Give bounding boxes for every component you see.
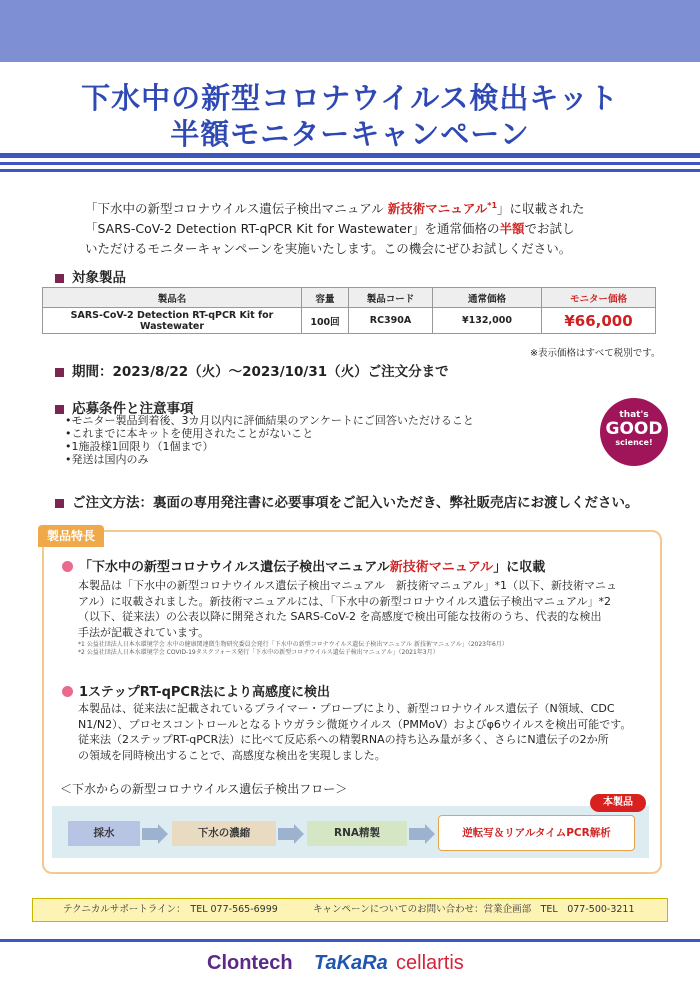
badge-text: GOOD: [605, 419, 663, 439]
flow-step-concentration: 下水の濃縮: [172, 821, 276, 846]
intro-text: でお試し: [524, 221, 575, 237]
footnote: *1 公益社団法人日本水環境学会 水中の健康関連微生物研究委員会発行「下水中の新型コロナウイルス遺伝子検出マニュアル 新技術マニュアル」（2023年6月）: [78, 641, 508, 648]
badge-text: science!: [615, 438, 653, 447]
feature1-footnotes: [78, 641, 648, 657]
footer-divider: [0, 939, 700, 942]
badge-text: that's: [619, 410, 649, 420]
order-method-line: ご注文方法：裏面の専用発注書に必要事項をご記入いただき、弊社販売店にお渡しください。: [55, 491, 638, 511]
code-cell: RC390A: [349, 308, 433, 334]
monitor-price-cell: ¥66,000: [542, 308, 656, 334]
feature1-heading: 「下水中の新型コロナウイルス遺伝子検出マニュアル新技術マニュアル」に収載: [62, 556, 545, 575]
body-line: 手法が記載されています。: [78, 625, 210, 639]
good-science-badge: [600, 398, 668, 466]
campaign-contact-line: キャンペーンについてのお問い合わせ：営業企画部 TEL 077-500-3211: [313, 904, 635, 915]
this-product-badge: 本製品: [590, 794, 646, 812]
conditions-list: [65, 414, 474, 466]
section-bullet-icon: [55, 368, 64, 377]
support-line: テクニカルサポートライン： TEL 077-565-6999: [63, 904, 278, 915]
section-bullet-icon: [55, 499, 64, 508]
header-band: [0, 0, 700, 62]
title-divider-2: [0, 162, 700, 165]
page-title-line1: 下水中の新型コロナウイルス検出キット: [81, 81, 619, 115]
intro-text: 「SARS-CoV-2 Detection RT-qPCR Kit for Wastewater」を通常価格の: [85, 221, 500, 237]
feature1-body: [78, 578, 648, 640]
product-name-cell: SARS-CoV-2 Detection RT-qPCR Kit for Wastewater: [43, 308, 302, 334]
body-line: N1/N2）、プロセスコントロールとなるトウガラシ微斑ウイルス（PMMoV）およびφ6ウイルスを検出可能です。: [78, 717, 632, 731]
intro-text: 「下水中の新型コロナウイルス遺伝子検出マニュアル: [85, 201, 384, 217]
tax-note: ※表示価格はすべて税別です。: [530, 348, 661, 359]
footnote: *2 公益社団法人日本水環境学会 COVID-19タスクフォース発行「下水中の新型コロナウイルス遺伝子検出マニュアル」（2021年3月）: [78, 649, 439, 656]
flow-step-rna-purification: RNA精製: [307, 821, 407, 846]
intro-highlight: 新技術マニュアル: [387, 201, 488, 217]
table-row: [43, 308, 656, 334]
column-header: 通常価格: [433, 288, 542, 308]
section-bullet-icon: [55, 405, 64, 414]
list-item: •発送は国内のみ: [65, 453, 149, 466]
list-item: •これまでに本キットを使用されたことがないこと: [65, 427, 314, 440]
product-table: [42, 287, 656, 334]
body-line: 従来法（2ステップRT-qPCR法）に比べて反応系への精製RNAの持ち込み量が多く、さらにN遺伝子の2か所: [78, 733, 609, 746]
title-divider-1: [0, 153, 700, 158]
flow-arrow-icon: [142, 824, 170, 844]
section-bullet-icon: [55, 274, 64, 283]
page-title-line2: 半額モニターキャンペーン: [170, 117, 530, 151]
body-line: の領域を同時検出することで、高感度な検出を実現しました。: [78, 748, 386, 762]
flow-arrow-icon: [278, 824, 306, 844]
table-header-row: [43, 288, 656, 308]
flow-step-rt-pcr: 逆転写＆リアルタイムPCR解析: [438, 815, 635, 851]
column-header: 容量: [302, 288, 349, 308]
products-heading: 対象製品: [55, 266, 126, 286]
intro-text: 」に収載された: [497, 201, 585, 217]
body-line: 本製品は、従来法に記載されているプライマー・プローブにより、新型コロナウイルス遺伝子（N領域、CDC: [78, 702, 615, 715]
contact-bar: [32, 898, 668, 922]
volume-cell: 100回: [302, 308, 349, 334]
pink-bullet-icon: [62, 686, 73, 697]
list-item: •モニター製品到着後、3カ月以内に評価結果のアンケートにご回答いただけること: [65, 414, 474, 427]
column-header: 製品名: [43, 288, 302, 308]
flow-arrow-icon: [409, 824, 437, 844]
flow-step-sampling: 採水: [68, 821, 140, 846]
column-header: モニター価格: [542, 288, 656, 308]
intro-text: いただけるモニターキャンペーンを実施いたします。この機会にぜひお試しください。: [85, 241, 572, 257]
column-header: 製品コード: [349, 288, 433, 308]
intro-paragraph: [85, 196, 645, 259]
features-tab: 製品特長: [38, 525, 104, 547]
cellartis-logo: cellartis: [396, 952, 464, 974]
price-cell: ¥132,000: [433, 308, 542, 334]
flow-title: ＜下水からの新型コロナウイルス遺伝子検出フロー＞: [60, 782, 348, 796]
period-line: 期間：2023/8/22（火）～2023/10/31（火）ご注文分まで: [55, 360, 449, 380]
pink-bullet-icon: [62, 561, 73, 572]
body-line: アル）に収載されました。新技術マニュアルには、「下水中の新型コロナウイルス遺伝子検出マニュアル」*2: [78, 594, 612, 608]
intro-highlight: 半額: [499, 221, 525, 237]
intro-footnote-mark: *1: [487, 201, 498, 210]
takara-logo: TaKaRa: [314, 952, 388, 974]
title-divider-3: [0, 169, 700, 172]
body-line: 本製品は「下水中の新型コロナウイルス遺伝子検出マニュアル 新技術マニュアル」*1（以下、新技術マニュ: [78, 579, 617, 592]
conditions-heading: 応募条件と注意事項: [55, 397, 194, 417]
body-line: （以下、従来法）の公表以降に開発された SARS-CoV-2 を高感度で検出可能な技術のうち、代表的な検出: [78, 610, 602, 623]
clontech-logo: Clontech: [207, 952, 293, 974]
feature2-heading: 1ステップRT-qPCR法により高感度に検出: [62, 681, 330, 700]
list-item: •1施設様1回限り（1個まで）: [65, 440, 214, 453]
feature2-body: [78, 701, 648, 763]
